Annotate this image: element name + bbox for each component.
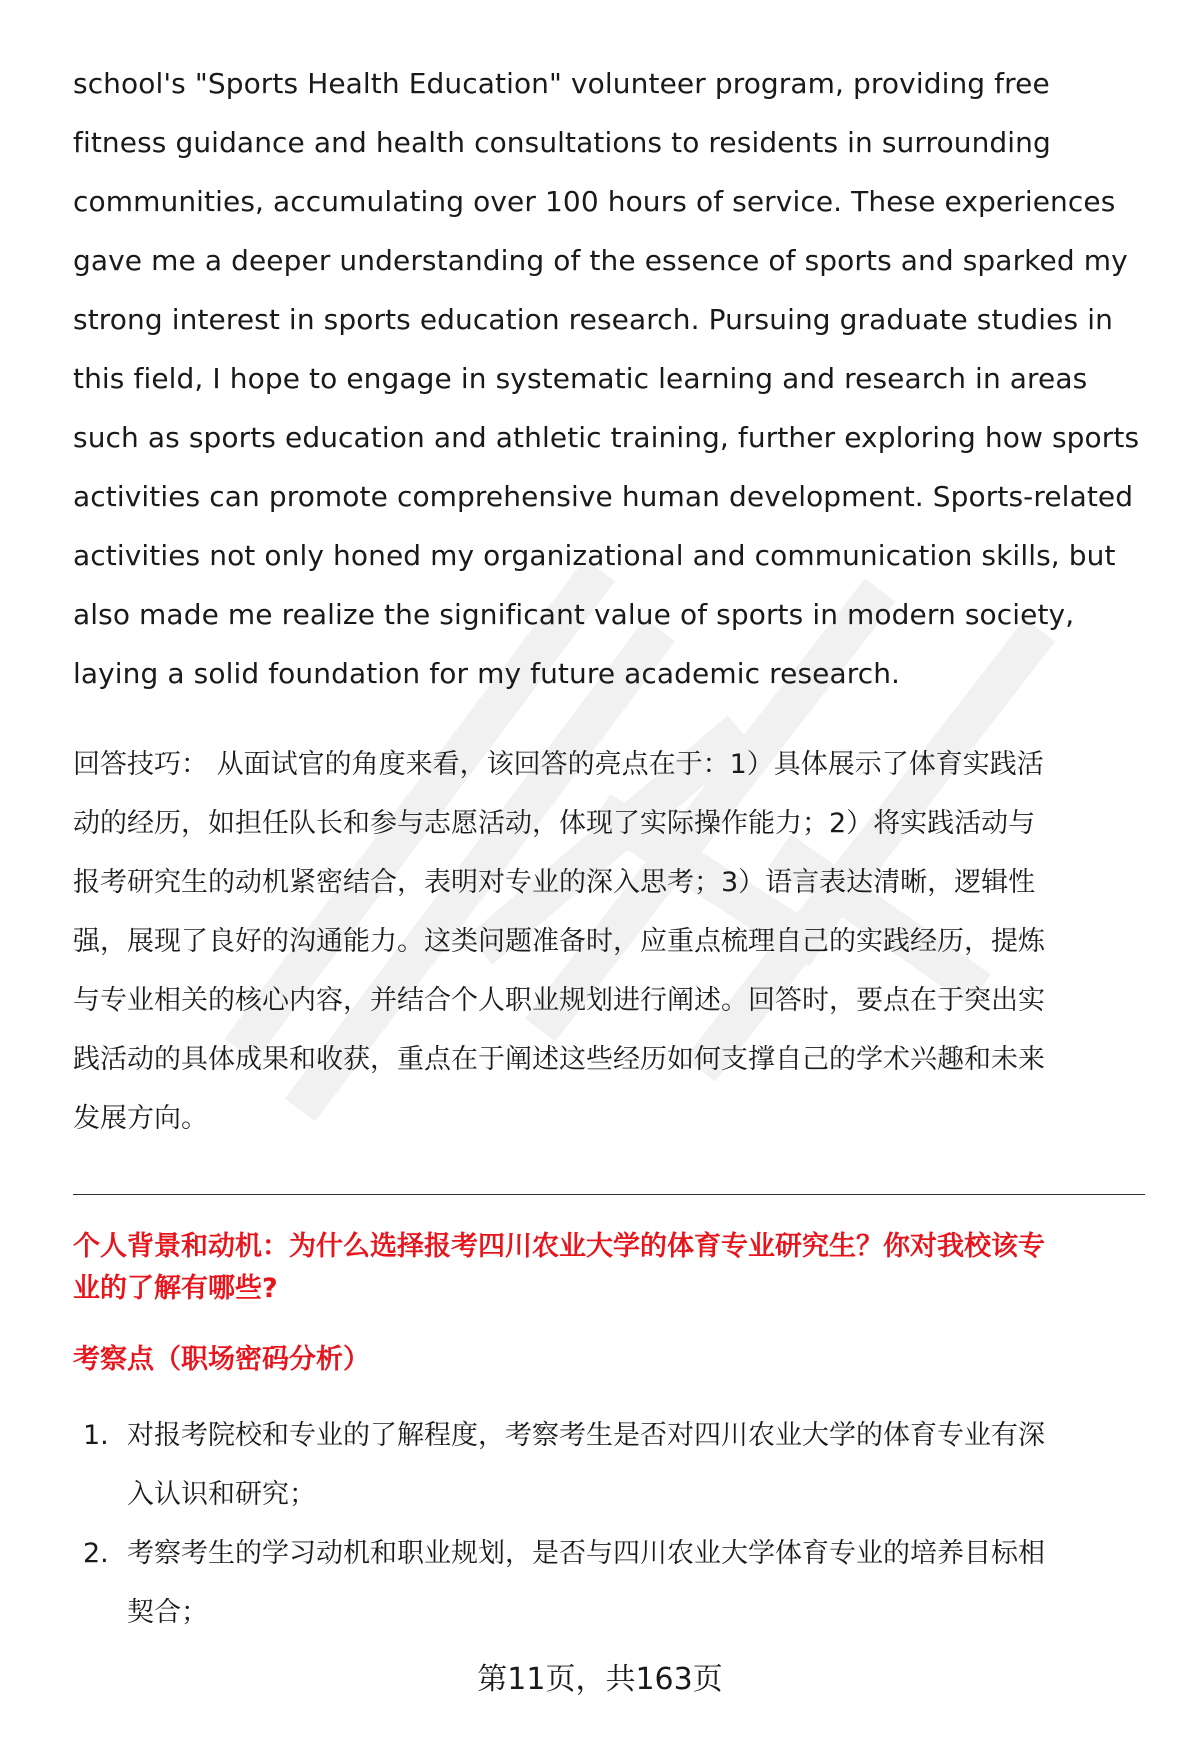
list-item xyxy=(73,1406,1148,1524)
text-line: 强，展现了良好的沟通能力。这类问题准备时，应重点梳理自己的实践经历，提炼 xyxy=(73,926,1045,957)
text-line: 发展方向。 xyxy=(73,1103,208,1134)
question-line: 业的了解有哪些? xyxy=(73,1273,278,1304)
text-line: such as sports education and athletic training, further exploring how sports xyxy=(73,421,1140,454)
section-divider xyxy=(73,1194,1145,1195)
key-points-list xyxy=(73,1406,1148,1642)
text-line: laying a solid foundation for my future academic research. xyxy=(73,657,901,690)
answer-paragraph-english xyxy=(73,54,1148,703)
text-line: this field, I hope to engage in systematic learning and research in areas xyxy=(73,362,1088,395)
text-line: fitness guidance and health consultations to residents in surrounding xyxy=(73,126,1051,159)
text-line: gave me a deeper understanding of the essence of sports and sparked my xyxy=(73,244,1128,277)
text-line: 对报考院校和专业的了解程度，考察考生是否对四川农业大学的体育专业有深 xyxy=(127,1420,1045,1451)
text-line: also made me realize the significant value of sports in modern society, xyxy=(73,598,1075,631)
text-line: activities not only honed my organizational and communication skills, but xyxy=(73,539,1116,572)
page-number: 第11页，共163页 xyxy=(477,1662,723,1697)
answer-tips-paragraph xyxy=(73,735,1148,1148)
text-line: activities can promote comprehensive human development. Sports-related xyxy=(73,480,1134,513)
text-line: 动的经历，如担任队长和参与志愿活动，体现了实际操作能力；2）将实践活动与 xyxy=(73,808,1036,839)
text-line: 考察考生的学习动机和职业规划，是否与四川农业大学体育专业的培养目标相 xyxy=(127,1538,1045,1569)
text-line: school's "Sports Health Education" volunteer program, providing free xyxy=(73,67,1050,100)
list-number: 1. xyxy=(83,1420,109,1451)
list-number: 2. xyxy=(83,1538,109,1569)
question-line: 个人背景和动机：为什么选择报考四川农业大学的体育专业研究生？你对我校该专 xyxy=(73,1231,1045,1262)
list-item xyxy=(73,1524,1148,1642)
text-line: 回答技巧： 从面试官的角度来看，该回答的亮点在于：1）具体展示了体育实践活 xyxy=(73,749,1044,780)
text-line: 与专业相关的核心内容，并结合个人职业规划进行阐述。回答时，要点在于突出实 xyxy=(73,985,1045,1016)
text-line: 契合； xyxy=(127,1597,208,1628)
question-heading xyxy=(73,1226,1148,1310)
text-line: 践活动的具体成果和收获，重点在于阐述这些经历如何支撑自己的学术兴趣和未来 xyxy=(73,1044,1045,1075)
text-line: strong interest in sports education research. Pursuing graduate studies in xyxy=(73,303,1113,336)
text-line: 入认识和研究； xyxy=(127,1479,316,1510)
text-line: communities, accumulating over 100 hours of service. These experiences xyxy=(73,185,1116,218)
key-points-heading: 考察点（职场密码分析） xyxy=(73,1344,370,1375)
text-line: 报考研究生的动机紧密结合，表明对专业的深入思考；3）语言表达清晰，逻辑性 xyxy=(73,867,1036,898)
